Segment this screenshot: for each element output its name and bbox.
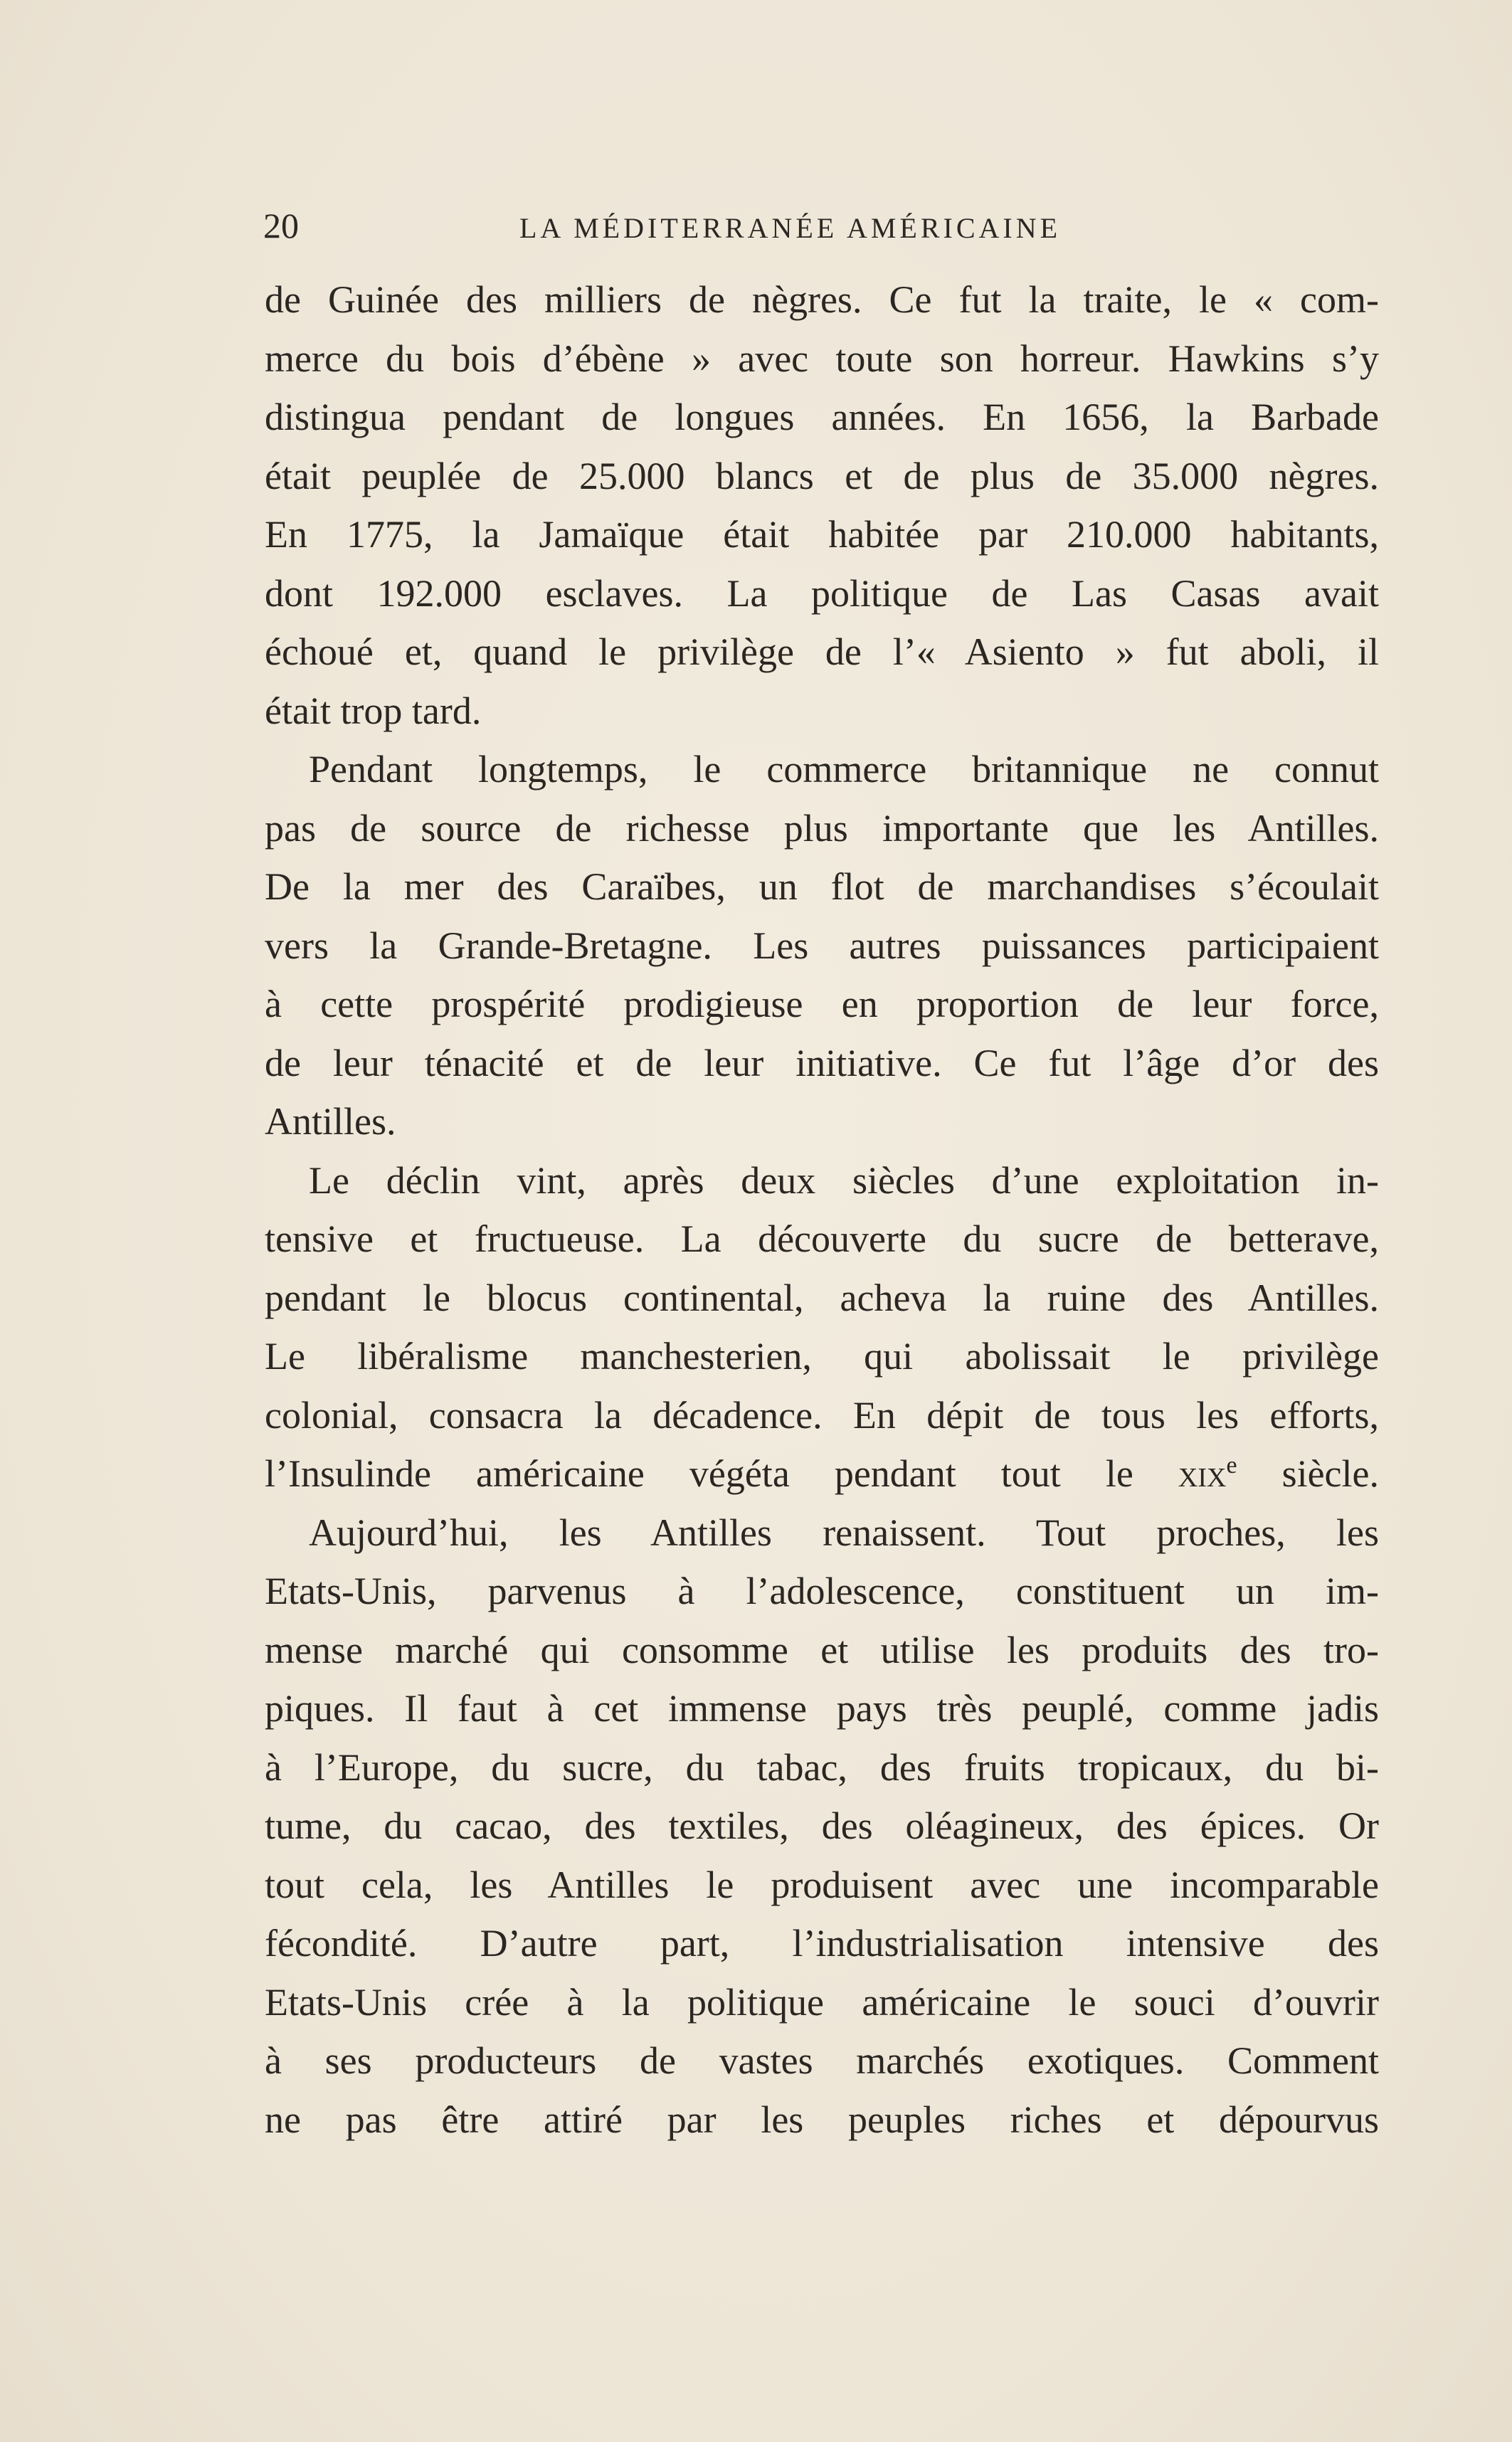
text-line: Le libéralisme manchesterien, qui abolissait le privilège (265, 1335, 1379, 1378)
text-line: était trop tard. (265, 689, 482, 732)
text-line: de Guinée des milliers de nègres. Ce fut la traite, le « com- (265, 278, 1379, 321)
page-number: 20 (263, 206, 299, 245)
text-line: pendant le blocus continental, acheva la ruine des Antilles. (265, 1276, 1379, 1319)
text-line: à l’Europe, du sucre, du tabac, des fruits tropicaux, du bi- (265, 1745, 1379, 1789)
text-line: colonial, consacra la décadence. En dépit de tous les efforts, (265, 1393, 1379, 1437)
running-title: LA MÉDITERRANÉE AMÉRICAINE (519, 212, 1062, 244)
text-line: tensive et fructueuse. La découverte du sucre de betterave, (265, 1217, 1379, 1260)
text-line: échoué et, quand le privilège de l’« Asiento » fut aboli, il (265, 630, 1379, 673)
text-line: de leur ténacité et de leur initiative. Ce fut l’âge d’or des (265, 1041, 1379, 1084)
text-line-century-start: l’Insulinde américaine végéta pendant tout le (265, 1452, 1133, 1495)
text-line: tume, du cacao, des textiles, des oléagineux, des épices. Or (265, 1804, 1379, 1847)
text-line: pas de source de richesse plus importante que les Antilles. (265, 806, 1379, 850)
paragraph-start-line: Pendant longtemps, le commerce britannique ne connut (309, 748, 1379, 791)
century-suffix: e (1226, 1452, 1237, 1479)
text-line: était peuplée de 25.000 blancs et de plus de 35.000 nègres. (265, 454, 1379, 497)
text-line: tout cela, les Antilles le produisent avec une incomparable (265, 1863, 1379, 1906)
body-text (265, 270, 1379, 2149)
text-line: vers la Grande-Bretagne. Les autres puissances participaient (265, 924, 1379, 967)
text-line: à cette prospérité prodigieuse en proportion de leur force, (265, 983, 1379, 1025)
text-line: En 1775, la Jamaïque était habitée par 210.000 habitants, (265, 513, 1379, 556)
text-line: distingua pendant de longues années. En 1656, la Barbade (265, 396, 1379, 438)
text-line: dont 192.000 esclaves. La politique de Las Casas avait (265, 571, 1379, 615)
century-numeral: xix (1178, 1452, 1227, 1495)
text-line: fécondité. D’autre part, l’industrialisation intensive des (265, 1922, 1379, 1965)
text-line: Antilles. (265, 1100, 396, 1143)
text-line: piques. Il faut à cet immense pays très peuplé, comme jadis (265, 1687, 1379, 1730)
text-line: De la mer des Caraïbes, un flot de marchandises s’écoulait (265, 865, 1379, 908)
century-after: siècle. (1237, 1452, 1379, 1495)
page-header (263, 201, 1352, 250)
text-line: merce du bois d’ébène » avec toute son horreur. Hawkins s’y (265, 337, 1379, 380)
text-line: Etats-Unis, parvenus à l’adolescence, constituent un im- (265, 1570, 1379, 1612)
text-line: Etats-Unis crée à la politique américaine le souci d’ouvrir (265, 1980, 1379, 2024)
text-line: à ses producteurs de vastes marchés exotiques. Comment (265, 2039, 1379, 2082)
text-line-century (265, 1444, 1379, 1503)
paragraph-start-line: Aujourd’hui, les Antilles renaissent. Tout proches, les (309, 1511, 1379, 1554)
paragraph-start-line: Le déclin vint, après deux siècles d’une exploitation in- (309, 1158, 1379, 1202)
text-line: ne pas être attiré par les peuples riches et dépourvus (265, 2098, 1379, 2141)
text-line: mense marché qui consomme et utilise les produits des tro- (265, 1628, 1379, 1671)
